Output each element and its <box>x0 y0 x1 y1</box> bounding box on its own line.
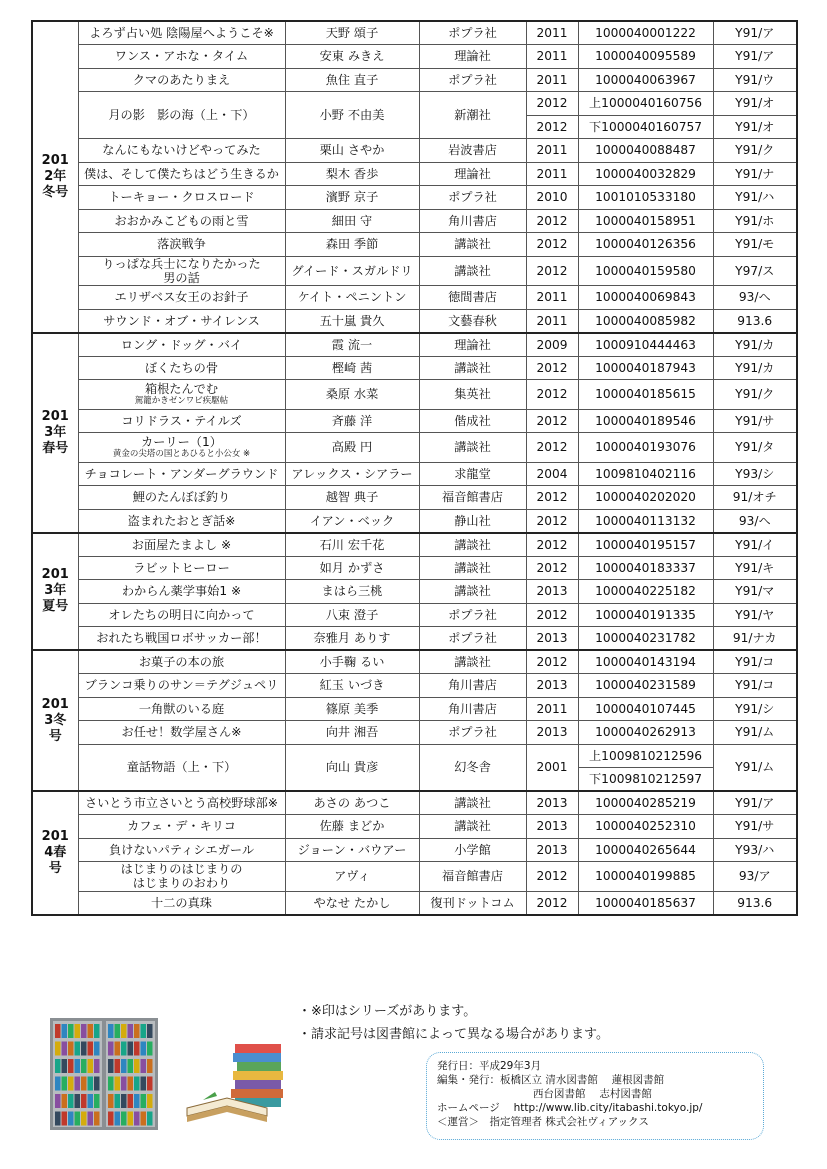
book-publisher: 講談社 <box>419 356 526 380</box>
issue-date: 発行日：平成29年3月 <box>437 1060 542 1072</box>
table-row <box>32 462 797 486</box>
book-publisher: ポプラ社 <box>419 603 526 627</box>
book-id: 1000040252310 <box>578 815 713 839</box>
book-id: 1000040159580 <box>578 256 713 286</box>
book-publisher: 理論社 <box>419 45 526 69</box>
book-publisher: 講談社 <box>419 433 526 463</box>
book-stack-illustration <box>183 1042 295 1136</box>
book-year: 2013 <box>526 791 578 815</box>
table-row <box>32 697 797 721</box>
book-year: 2012 <box>526 533 578 557</box>
table-row <box>32 409 797 433</box>
book-publisher: 角川書店 <box>419 209 526 233</box>
book-author: 篠原 美季 <box>285 697 419 721</box>
book-author: 高殿 円 <box>285 433 419 463</box>
book-call-number: Y91/ム <box>713 721 797 745</box>
book-author: 樫崎 茜 <box>285 356 419 380</box>
book-year: 2012 <box>526 650 578 674</box>
book-title: さいとう市立さいとう高校野球部※ <box>78 791 285 815</box>
book-year: 2011 <box>526 21 578 45</box>
book-title-line: 男の話 <box>163 270 200 285</box>
book-publisher: 講談社 <box>419 556 526 580</box>
book-call-number: Y91/モ <box>713 233 797 257</box>
book-id: 1000040095589 <box>578 45 713 69</box>
book-list-table <box>31 20 798 916</box>
book-id: 1001010533180 <box>578 186 713 210</box>
book-author: 斉藤 洋 <box>285 409 419 433</box>
table-row <box>32 891 797 915</box>
book-author: 濱野 京子 <box>285 186 419 210</box>
table-row <box>32 186 797 210</box>
season-label: 2013年春号 <box>32 333 78 533</box>
book-author: 奈雅月 ありす <box>285 627 419 651</box>
book-year: 2004 <box>526 462 578 486</box>
table-row <box>32 533 797 557</box>
book-call-number: Y91/オ <box>713 92 797 116</box>
book-title: お菓子の本の旅 <box>78 650 285 674</box>
book-id: 1000040231589 <box>578 674 713 698</box>
book-author: あさの あつこ <box>285 791 419 815</box>
book-title <box>78 433 285 463</box>
book-year: 2012 <box>526 603 578 627</box>
table-row <box>32 333 797 357</box>
table-row <box>32 650 797 674</box>
table-row <box>32 603 797 627</box>
book-year: 2013 <box>526 815 578 839</box>
book-publisher: 理論社 <box>419 162 526 186</box>
book-title: ブランコ乗りのサン＝テグジュペリ <box>78 674 285 698</box>
book-title-line: はじまりのおわり <box>132 876 231 891</box>
book-id: 1000040126356 <box>578 233 713 257</box>
book-call-number: 93/ヘ <box>713 286 797 310</box>
note-call-number: ・請求記号は図書館によって異なる場合があります。 <box>298 1027 609 1042</box>
table-row <box>32 309 797 333</box>
book-id: 1000040085982 <box>578 309 713 333</box>
book-publisher: 角川書店 <box>419 697 526 721</box>
book-publisher: 講談社 <box>419 233 526 257</box>
book-call-number: Y91/ウ <box>713 68 797 92</box>
book-id: 1000040202020 <box>578 486 713 510</box>
book-title: クマのあたりまえ <box>78 68 285 92</box>
book-year: 2010 <box>526 186 578 210</box>
table-row <box>32 509 797 533</box>
book-year: 2012 <box>526 209 578 233</box>
table-row <box>32 162 797 186</box>
book-subtitle: 駕籠かきゼンワビ疾駆帖 <box>134 396 229 407</box>
book-id: 1000040225182 <box>578 580 713 604</box>
book-title: わからん薬学事始1 ※ <box>78 580 285 604</box>
book-id: 1000040193076 <box>578 433 713 463</box>
book-call-number: Y91/キ <box>713 556 797 580</box>
book-call-number: 91/ナカ <box>713 627 797 651</box>
editor-line-2: 西台図書館 志村図書館 <box>533 1088 652 1100</box>
season-label: 2014春号 <box>32 791 78 915</box>
table-row <box>32 356 797 380</box>
book-call-number: Y91/タ <box>713 433 797 463</box>
book-id: 1000040088487 <box>578 139 713 163</box>
book-publisher: ポプラ社 <box>419 68 526 92</box>
book-year: 2012 <box>526 380 578 410</box>
table-row <box>32 209 797 233</box>
book-title: チョコレート・アンダーグラウンド <box>78 462 285 486</box>
book-publisher: 福音館書店 <box>419 862 526 892</box>
book-call-number: 913.6 <box>713 309 797 333</box>
table-row <box>32 486 797 510</box>
book-publisher: 偕成社 <box>419 409 526 433</box>
table-row <box>32 68 797 92</box>
book-id: 1000040285219 <box>578 791 713 815</box>
book-author: ジョーン・バウアー <box>285 838 419 862</box>
publication-info-box <box>426 1052 764 1140</box>
book-title: なんにもないけどやってみた <box>78 139 285 163</box>
book-id: 上1000040160756 <box>578 92 713 116</box>
table-row <box>32 744 797 768</box>
table-row <box>32 580 797 604</box>
book-title: よろず占い処 陰陽屋へようこそ※ <box>78 21 285 45</box>
book-publisher: 求龍堂 <box>419 462 526 486</box>
book-id: 1000040143194 <box>578 650 713 674</box>
book-author: 栗山 さやか <box>285 139 419 163</box>
book-publisher: 小学館 <box>419 838 526 862</box>
book-call-number: Y97/ス <box>713 256 797 286</box>
book-publisher: 講談社 <box>419 650 526 674</box>
book-id: 1000040191335 <box>578 603 713 627</box>
book-author: 魚住 直子 <box>285 68 419 92</box>
book-year: 2013 <box>526 627 578 651</box>
book-year: 2012 <box>526 433 578 463</box>
book-call-number: Y91/ハ <box>713 186 797 210</box>
book-title: 童話物語（上・下） <box>78 744 285 791</box>
book-call-number: Y91/シ <box>713 697 797 721</box>
book-call-number: Y91/ヤ <box>713 603 797 627</box>
book-title: お面屋たまよし ※ <box>78 533 285 557</box>
book-author: やなせ たかし <box>285 891 419 915</box>
book-year: 2011 <box>526 286 578 310</box>
book-year: 2013 <box>526 674 578 698</box>
note-series: ・※印はシリーズがあります。 <box>298 1004 477 1019</box>
book-id: 1009810402116 <box>578 462 713 486</box>
book-publisher: 徳間書店 <box>419 286 526 310</box>
book-call-number: Y91/カ <box>713 333 797 357</box>
book-call-number: Y91/コ <box>713 674 797 698</box>
table-row <box>32 45 797 69</box>
book-title: サウンド・オブ・サイレンス <box>78 309 285 333</box>
book-author: 霞 流一 <box>285 333 419 357</box>
book-author: 五十嵐 貴久 <box>285 309 419 333</box>
book-year: 2011 <box>526 162 578 186</box>
table-row <box>32 21 797 45</box>
book-call-number: 93/ヘ <box>713 509 797 533</box>
book-publisher: 復刊ドットコム <box>419 891 526 915</box>
book-call-number: Y91/カ <box>713 356 797 380</box>
book-author: ケイト・ペニントン <box>285 286 419 310</box>
table-row <box>32 139 797 163</box>
book-author: 天野 頌子 <box>285 21 419 45</box>
book-title: ラビットヒーロー <box>78 556 285 580</box>
book-publisher: 集英社 <box>419 380 526 410</box>
book-author: 小野 不由美 <box>285 92 419 139</box>
table-row <box>32 233 797 257</box>
season-label: 2013冬号 <box>32 650 78 791</box>
table-row <box>32 380 797 410</box>
book-title: カフェ・デ・キリコ <box>78 815 285 839</box>
book-id: 1000040183337 <box>578 556 713 580</box>
book-year: 2012 <box>526 862 578 892</box>
book-id: 1000040189546 <box>578 409 713 433</box>
book-call-number: Y91/ナ <box>713 162 797 186</box>
book-call-number: Y91/ア <box>713 791 797 815</box>
table-row <box>32 791 797 815</box>
book-id: 1000040107445 <box>578 697 713 721</box>
book-id: 1000040199885 <box>578 862 713 892</box>
book-publisher: ポプラ社 <box>419 186 526 210</box>
book-call-number: Y91/ク <box>713 139 797 163</box>
book-year: 2011 <box>526 68 578 92</box>
book-author: アレックス・シアラー <box>285 462 419 486</box>
book-title: ワンス・アホな・タイム <box>78 45 285 69</box>
table-row <box>32 556 797 580</box>
book-year: 2012 <box>526 356 578 380</box>
book-publisher: 文藝春秋 <box>419 309 526 333</box>
book-author: 石川 宏千花 <box>285 533 419 557</box>
book-title: 落涙戦争 <box>78 233 285 257</box>
homepage-url: ホームページ http://www.lib.city/itabashi.tokyo.jp/ <box>437 1102 703 1114</box>
table-row <box>32 627 797 651</box>
book-title <box>78 256 285 286</box>
book-call-number: 91/オチ <box>713 486 797 510</box>
book-year: 2012 <box>526 509 578 533</box>
book-subtitle: 黄金の尖塔の国とあひると小公女 ※ <box>112 449 251 460</box>
book-year: 2009 <box>526 333 578 357</box>
book-publisher: ポプラ社 <box>419 21 526 45</box>
table-row <box>32 721 797 745</box>
book-publisher: 講談社 <box>419 580 526 604</box>
book-publisher: 岩波書店 <box>419 139 526 163</box>
book-call-number: Y91/マ <box>713 580 797 604</box>
book-author: 紅玉 いづき <box>285 674 419 698</box>
table-row <box>32 674 797 698</box>
book-call-number: 93/ア <box>713 862 797 892</box>
table-row <box>32 92 797 116</box>
book-year: 2011 <box>526 697 578 721</box>
book-title: 鯉のたんぼぼ釣り <box>78 486 285 510</box>
book-publisher: 理論社 <box>419 333 526 357</box>
book-title-line: りっぱな兵士になりたかった <box>102 256 261 271</box>
book-list-body <box>32 21 797 915</box>
table-row <box>32 286 797 310</box>
book-author: 向井 湘吾 <box>285 721 419 745</box>
table-row <box>32 838 797 862</box>
book-publisher: 福音館書店 <box>419 486 526 510</box>
book-title-line: カーリー（1） <box>141 435 222 450</box>
book-id: 上1009810212596 <box>578 744 713 768</box>
bookshelf-illustration <box>50 1018 158 1134</box>
book-id: 1000040231782 <box>578 627 713 651</box>
book-publisher: ポプラ社 <box>419 721 526 745</box>
book-publisher: 講談社 <box>419 791 526 815</box>
book-title <box>78 380 285 410</box>
book-title: ロング・ドッグ・バイ <box>78 333 285 357</box>
book-title: 一角獣のいる庭 <box>78 697 285 721</box>
book-publisher: 幻冬舎 <box>419 744 526 791</box>
book-id: 1000040063967 <box>578 68 713 92</box>
book-year: 2001 <box>526 744 578 791</box>
book-call-number: 913.6 <box>713 891 797 915</box>
book-title: おおかみこどもの雨と雪 <box>78 209 285 233</box>
book-publisher: 新潮社 <box>419 92 526 139</box>
book-id: 1000040265644 <box>578 838 713 862</box>
book-author: アヴィ <box>285 862 419 892</box>
book-author: 八束 澄子 <box>285 603 419 627</box>
book-year: 2013 <box>526 838 578 862</box>
book-call-number: Y91/オ <box>713 115 797 139</box>
book-publisher: 角川書店 <box>419 674 526 698</box>
book-year: 2012 <box>526 556 578 580</box>
book-year: 2011 <box>526 309 578 333</box>
book-author: 佐藤 まどか <box>285 815 419 839</box>
book-publisher: 講談社 <box>419 815 526 839</box>
book-call-number: Y91/サ <box>713 409 797 433</box>
book-title: オレたちの明日に向かって <box>78 603 285 627</box>
table-row <box>32 256 797 286</box>
book-author: 森田 季節 <box>285 233 419 257</box>
season-label: 2013年夏号 <box>32 533 78 651</box>
book-id: 1000040069843 <box>578 286 713 310</box>
book-title <box>78 862 285 892</box>
book-call-number: Y91/イ <box>713 533 797 557</box>
book-year: 2013 <box>526 580 578 604</box>
book-id: 1000040113132 <box>578 509 713 533</box>
book-author: イアン・ベック <box>285 509 419 533</box>
book-id: 1000040001222 <box>578 21 713 45</box>
book-title: トーキョー・クロスロード <box>78 186 285 210</box>
book-author: 梨木 香歩 <box>285 162 419 186</box>
book-year: 2011 <box>526 45 578 69</box>
book-title: 十二の真珠 <box>78 891 285 915</box>
book-author: 向山 貴彦 <box>285 744 419 791</box>
book-call-number: Y91/ム <box>713 744 797 791</box>
book-publisher: ポプラ社 <box>419 627 526 651</box>
book-year: 2012 <box>526 233 578 257</box>
book-title: 負けないパティシエガール <box>78 838 285 862</box>
book-author: まはら三桃 <box>285 580 419 604</box>
book-call-number: Y93/ハ <box>713 838 797 862</box>
book-author: 安東 みきえ <box>285 45 419 69</box>
operator: ＜運営＞ 指定管理者 株式会社ヴィアックス <box>437 1116 649 1128</box>
book-call-number: Y91/ク <box>713 380 797 410</box>
book-title: エリザベス女王のお針子 <box>78 286 285 310</box>
book-id: 1000040187943 <box>578 356 713 380</box>
book-id: 1000040185615 <box>578 380 713 410</box>
book-publisher: 講談社 <box>419 533 526 557</box>
book-title: 盗まれたおとぎ話※ <box>78 509 285 533</box>
book-year: 2013 <box>526 721 578 745</box>
book-year: 2012 <box>526 256 578 286</box>
book-title: 月の影 影の海（上・下） <box>78 92 285 139</box>
book-title: お任せ！数学屋さん※ <box>78 721 285 745</box>
book-id: 1000910444463 <box>578 333 713 357</box>
book-title-line: 箱根たんでむ <box>144 382 219 397</box>
book-call-number: Y91/サ <box>713 815 797 839</box>
book-title-line: はじまりのはじまりの <box>120 862 243 877</box>
table-row <box>32 862 797 892</box>
book-year: 2012 <box>526 115 578 139</box>
book-year: 2012 <box>526 486 578 510</box>
book-call-number: Y91/ア <box>713 21 797 45</box>
book-title: コリドラス・テイルズ <box>78 409 285 433</box>
book-author: 如月 かずさ <box>285 556 419 580</box>
editor-line-1: 編集・発行：板橋区立 清水図書館 蓮根図書館 <box>437 1074 665 1086</box>
book-id: 下1000040160757 <box>578 115 713 139</box>
book-id: 1000040185637 <box>578 891 713 915</box>
book-publisher: 講談社 <box>419 256 526 286</box>
book-year: 2012 <box>526 409 578 433</box>
book-call-number: Y91/コ <box>713 650 797 674</box>
book-call-number: Y91/ホ <box>713 209 797 233</box>
book-title: 僕は、そして僕たちはどう生きるか <box>78 162 285 186</box>
season-label: 2012年冬号 <box>32 21 78 333</box>
notes <box>298 1000 609 1046</box>
book-title: おれたち戦国ロボサッカー部！ <box>78 627 285 651</box>
book-author: グイード・スガルドリ <box>285 256 419 286</box>
book-year: 2012 <box>526 92 578 116</box>
book-id: 下1009810212597 <box>578 768 713 792</box>
book-id: 1000040032829 <box>578 162 713 186</box>
book-author: 桑原 水菜 <box>285 380 419 410</box>
table-row <box>32 433 797 463</box>
book-publisher: 静山社 <box>419 509 526 533</box>
book-year: 2012 <box>526 891 578 915</box>
book-title: ぼくたちの骨 <box>78 356 285 380</box>
book-call-number: Y91/ア <box>713 45 797 69</box>
book-id: 1000040158951 <box>578 209 713 233</box>
book-id: 1000040195157 <box>578 533 713 557</box>
book-year: 2011 <box>526 139 578 163</box>
book-author: 細田 守 <box>285 209 419 233</box>
table-row <box>32 815 797 839</box>
book-author: 小手鞠 るい <box>285 650 419 674</box>
book-author: 越智 典子 <box>285 486 419 510</box>
book-id: 1000040262913 <box>578 721 713 745</box>
book-call-number: Y93/シ <box>713 462 797 486</box>
